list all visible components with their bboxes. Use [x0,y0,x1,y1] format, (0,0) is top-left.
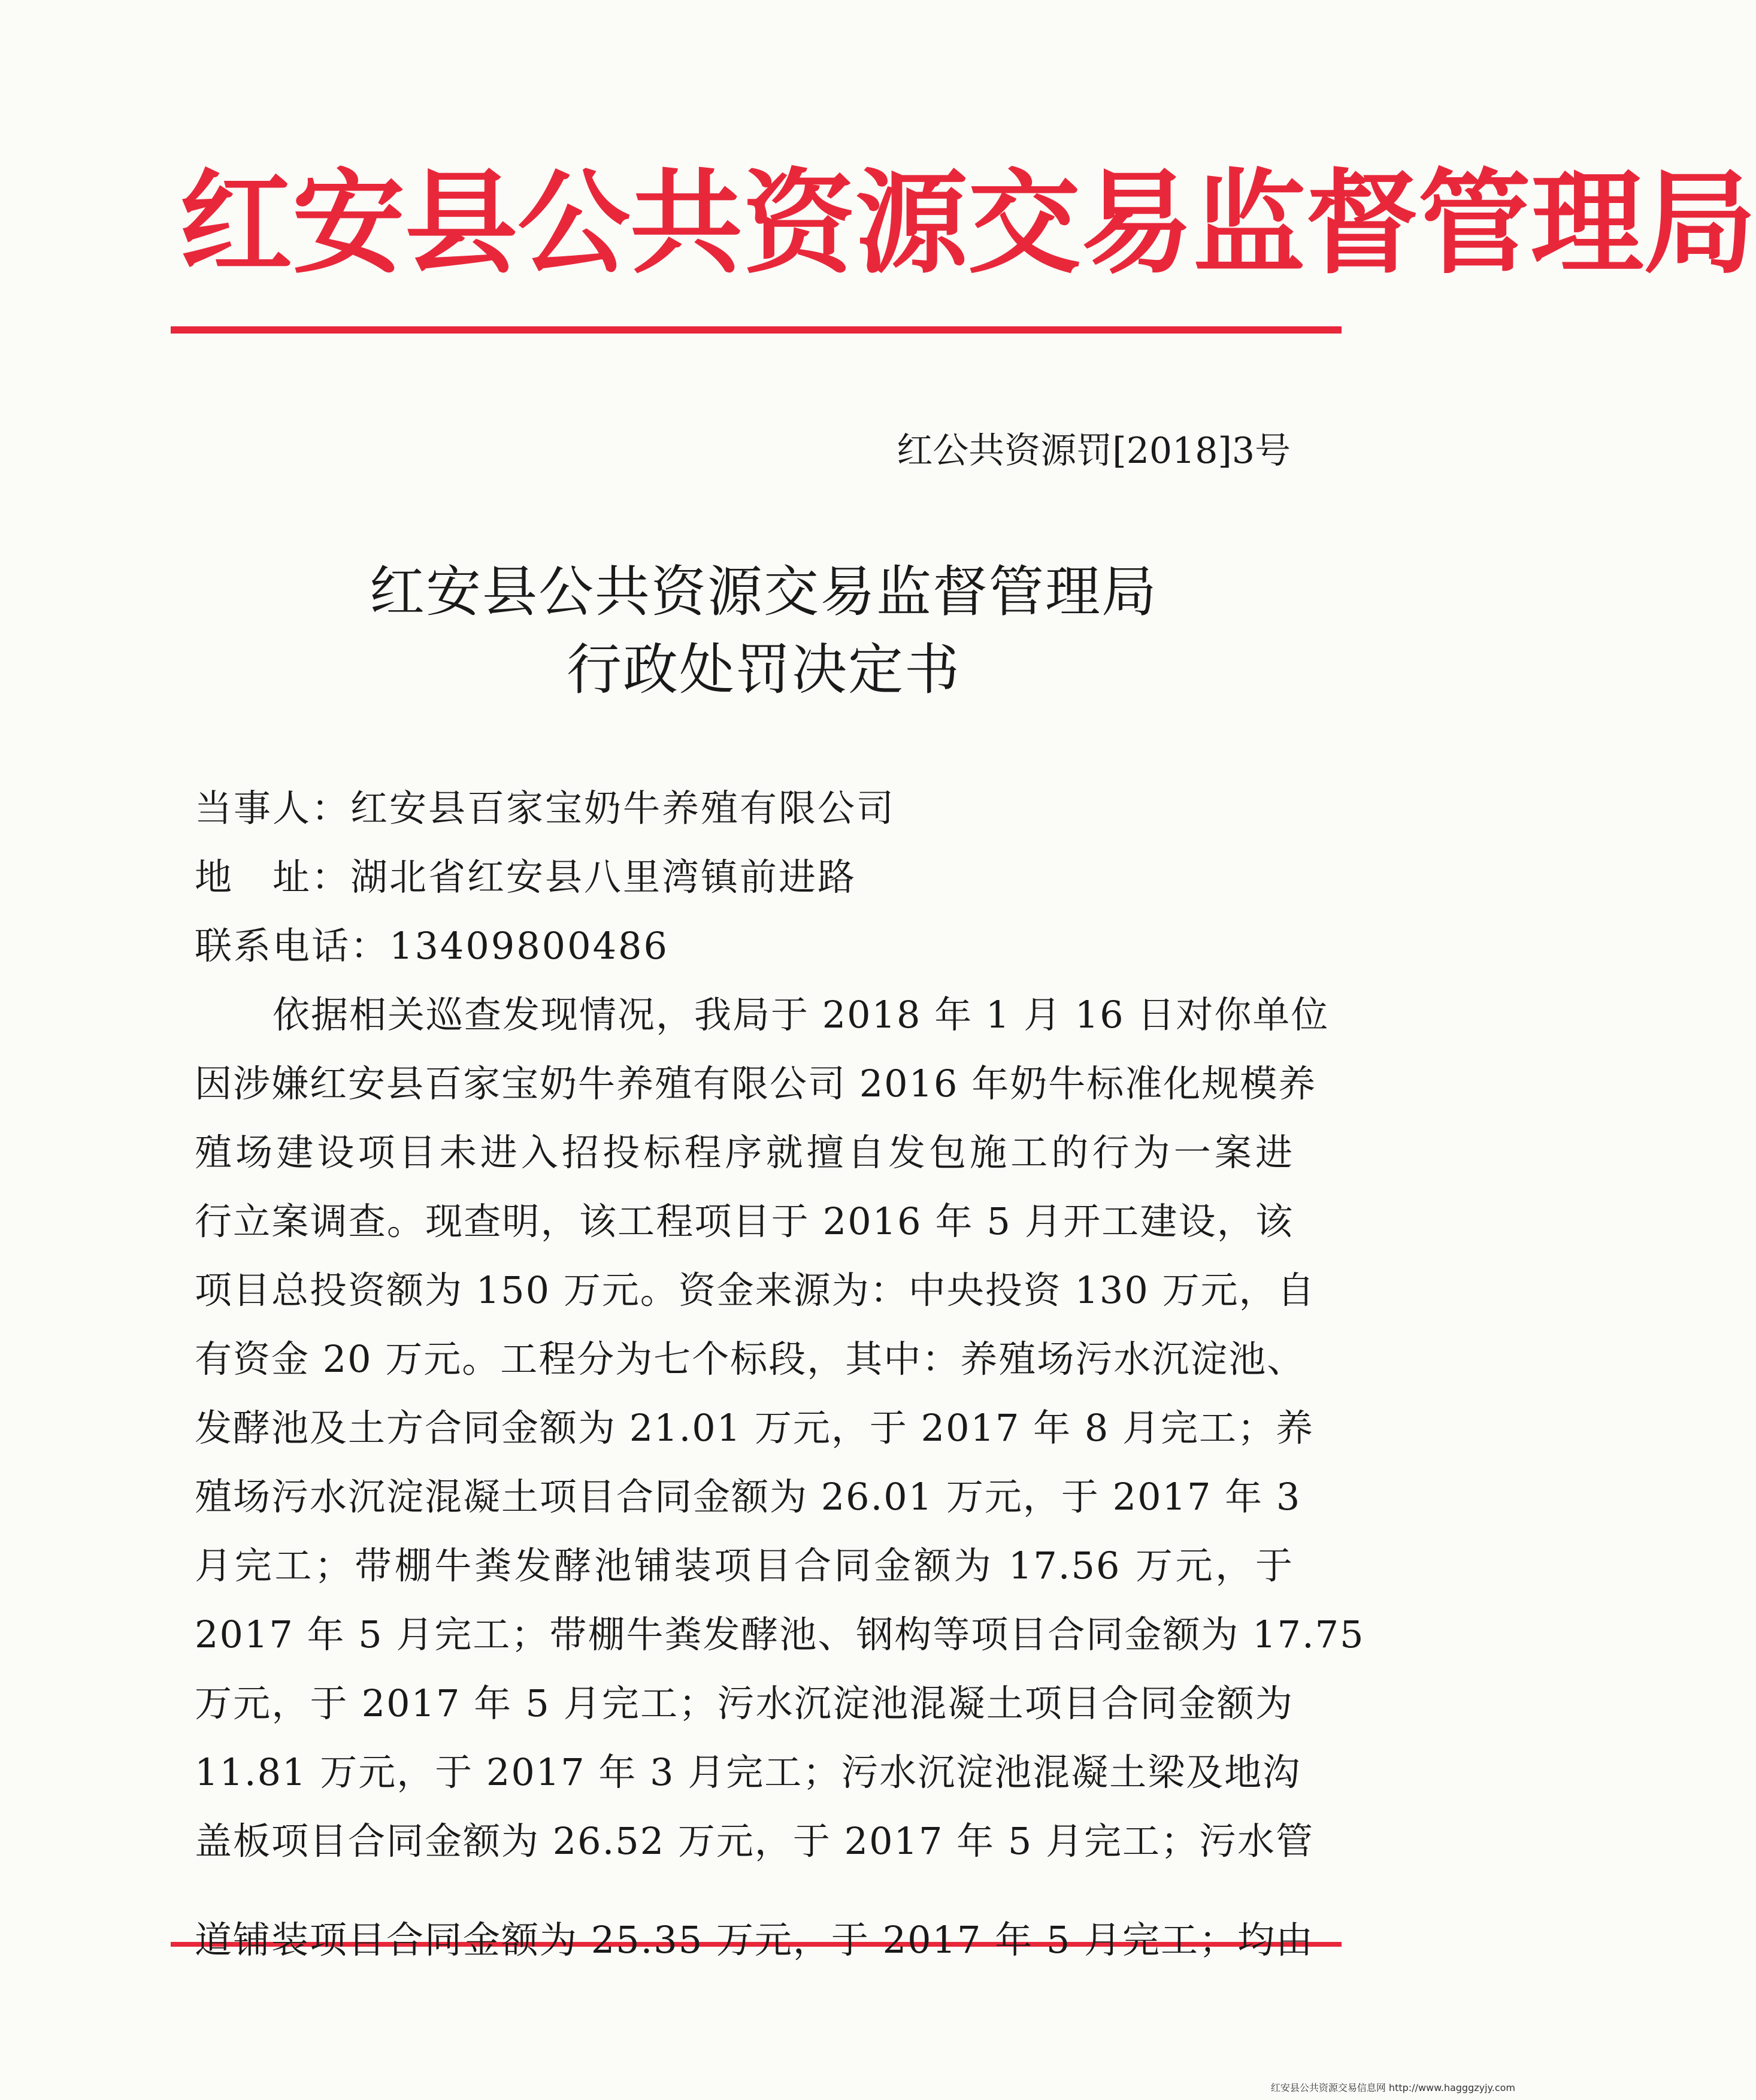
body-line: 依据相关巡查发现情况，我局于 2018 年 1 月 16 日对你单位 [273,993,1330,1037]
document-title-line-2: 行政处罚决定书 [566,638,961,702]
body-line: 发酵池及土方合同金额为 21.01 万元，于 2017 年 8 月完工；养 [195,1406,1314,1450]
party-address: 地 址：湖北省红安县八里湾镇前进路 [195,855,857,899]
body-line: 道铺装项目合同金额为 25.35 万元，于 2017 年 5 月完工；均由 [195,1918,1314,1962]
body-line: 11.81 万元，于 2017 年 3 月完工；污水沉淀池混凝土梁及地沟 [195,1750,1301,1794]
party-phone: 联系电话：13409800486 [195,924,669,968]
letterhead-title: 红安县公共资源交易监督管理局 [180,158,1756,289]
body-line: 2017 年 5 月完工；带棚牛粪发酵池、钢构等项目合同金额为 17.75 [195,1613,1365,1656]
body-line: 盖板项目合同金额为 26.52 万元，于 2017 年 5 月完工；污水管 [195,1819,1314,1863]
body-line: 有资金 20 万元。工程分为七个标段，其中：养殖场污水沉淀池、 [195,1337,1306,1381]
website-footer-note: 红安县公共资源交易信息网 http://www.hagggzyjy.com [1270,2082,1515,2093]
body-line: 殖场建设项目未进入招投标程序就擅自发包施工的行为一案进 [195,1131,1294,1174]
document-title-line-1: 红安县公共资源交易监督管理局 [369,560,1158,624]
body-line: 殖场污水沉淀混凝土项目合同金额为 26.01 万元，于 2017 年 3 [195,1475,1301,1519]
letterhead-red-rule [171,326,1342,334]
body-line: 因涉嫌红安县百家宝奶牛养殖有限公司 2016 年奶牛标准化规模养 [195,1062,1317,1105]
body-line: 万元，于 2017 年 5 月完工；污水沉淀池混凝土项目合同金额为 [195,1681,1294,1725]
body-line: 月完工；带棚牛粪发酵池铺装项目合同金额为 17.56 万元，于 [195,1544,1294,1587]
party-name: 当事人：红安县百家宝奶牛养殖有限公司 [195,786,896,830]
document-number: 红公共资源罚[2018]3号 [897,430,1291,472]
body-line: 行立案调查。现查明，该工程项目于 2016 年 5 月开工建设，该 [195,1199,1294,1243]
body-line: 项目总投资额为 150 万元。资金来源为：中央投资 130 万元，自 [195,1268,1316,1312]
